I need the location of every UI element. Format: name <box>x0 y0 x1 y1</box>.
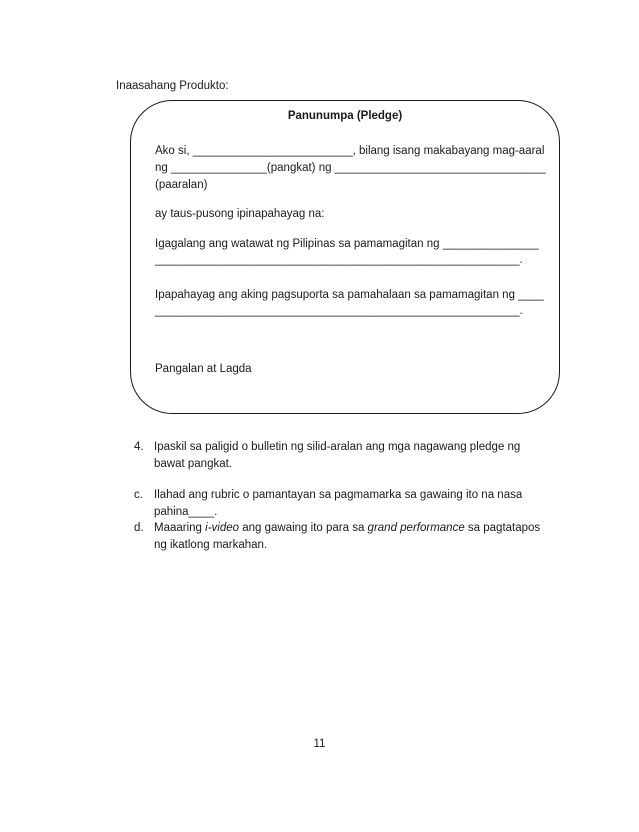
signature-label: Pangalan at Lagda <box>155 363 252 375</box>
list-item-text <box>154 520 574 537</box>
page-number: 11 <box>313 738 326 750</box>
section-label: Inaasahang Produkto: <box>116 80 229 92</box>
pledge-line-name: Ako si, _________________________, bilang isang makabayang mag-aaral <box>155 145 545 157</box>
pledge-line-declaration: ay taus-pusong ipinapahayag na: <box>155 208 325 220</box>
text-run: ang gawaing ito para sa <box>239 522 368 534</box>
list-item-text: bawat pangkat. <box>154 458 233 470</box>
pledge-line-section-school: ng _______________(pangkat) ng _________________________________ <box>155 162 546 174</box>
list-item-text: pahina____. <box>154 506 218 518</box>
pledge-line-flag: Igagalang ang watawat ng Pilipinas sa pamamagitan ng _______________ <box>155 238 539 250</box>
list-marker: 4. <box>134 441 144 453</box>
emphasis-text: grand performance <box>367 522 465 534</box>
pledge-box <box>130 100 560 414</box>
list-marker: d. <box>134 522 144 534</box>
list-marker: c. <box>134 489 143 501</box>
text-run: Maaaring <box>154 522 206 534</box>
pledge-line-government: Ipapahayag ang aking pagsuporta sa pamahalaan sa pamamagitan ng ____ <box>155 289 544 301</box>
list-item-text: ng ikatlong markahan. <box>154 539 268 551</box>
pledge-line-school-label: (paaralan) <box>155 179 208 191</box>
pledge-line-government-blank: _________________________________________________________. <box>155 305 523 317</box>
emphasis-text: i-video <box>205 522 240 534</box>
list-item-text: Ipaskil sa paligid o bulletin ng silid-aralan ang mga nagawang pledge ng <box>154 441 521 453</box>
list-item-text: Ilahad ang rubric o pamantayan sa pagmamarka sa gawaing ito na nasa <box>154 489 523 501</box>
pledge-line-flag-blank: _________________________________________________________. <box>155 254 523 266</box>
text-run: sa pagtatapos <box>464 522 541 534</box>
pledge-title: Panunumpa (Pledge) <box>287 110 403 122</box>
